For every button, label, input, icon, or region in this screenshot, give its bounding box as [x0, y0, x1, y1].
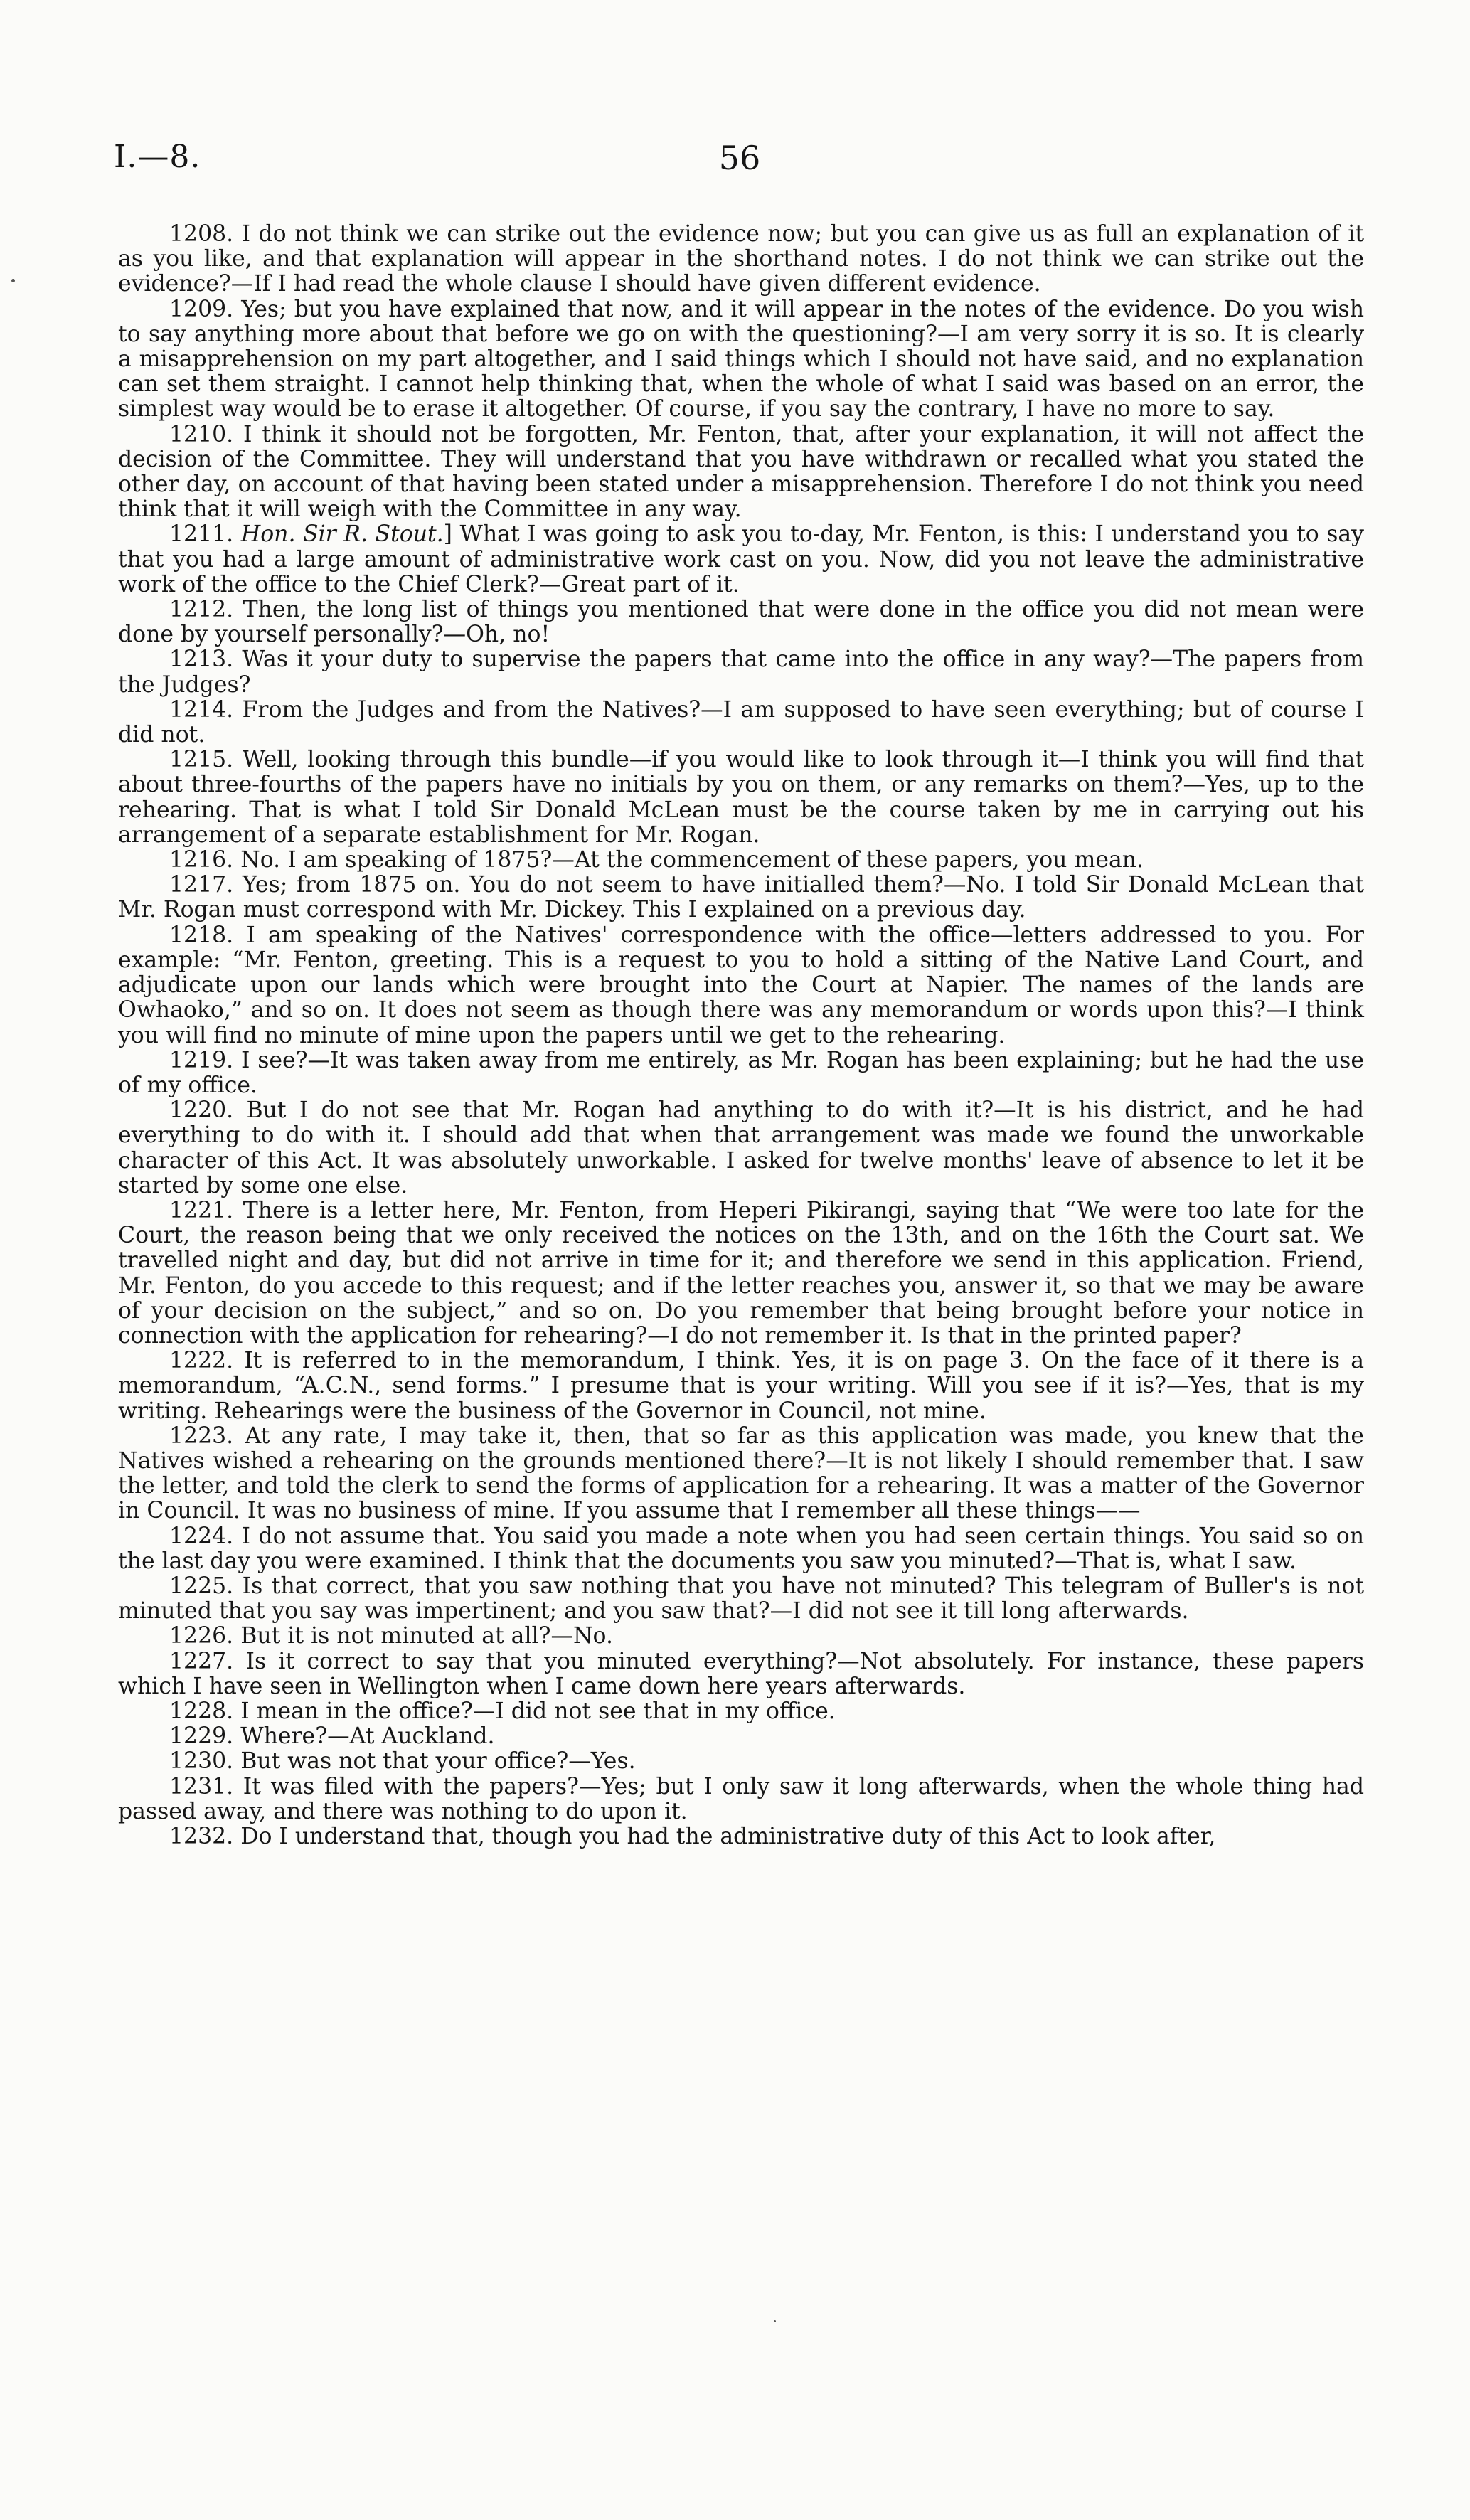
evidence-paragraph-1215: 1215. Well, looking through this bundle—if you would like to look through it—I think you will find that about three-fourths of the papers have no initials by you on them, or any remarks on them?—Yes, up to the rehearing. That is what I told Sir Donald McLean must be the course taken by me in carrying out his arrangement of a separate establishment for Mr. Rogan.: [118, 747, 1364, 848]
evidence-paragraph-1213: 1213. Was it your duty to supervise the papers that came into the office in any way?—The papers from the Judges?: [118, 647, 1364, 698]
evidence-paragraph-1217: 1217. Yes; from 1875 on. You do not seem to have initialled them?—No. I told Sir Donald McLean that Mr. Rogan must correspond with Mr. Dickey. This I explained on a previous day.: [118, 872, 1364, 923]
evidence-paragraph-1229: 1229. Where?—At Auckland.: [169, 1723, 495, 1750]
evidence-paragraph-1226: 1226. But it is not minuted at all?—No.: [169, 1623, 613, 1649]
parliamentary-paper-series: I.—8.: [114, 139, 201, 175]
evidence-paragraph-1222: 1222. It is referred to in the memorandum, I think. Yes, it is on page 3. On the face of it there is a memorandum, “A.C.N., send forms.” I presume that is your writing. Will you see if it is?—Yes, that is my writing. Rehearings were the business of the Governor in Council, not mine.: [118, 1348, 1364, 1424]
question-text: ] What I was going to ask you to-day, Mr. Fenton, is this: I understand you to say that you had a large amount of administrative work cast on you. Now, did you not leave the administrative work of the office to the Chief Clerk?—Great part of it.: [118, 521, 1364, 597]
evidence-body: [118, 222, 1364, 1849]
evidence-paragraph-1220: 1220. But I do not see that Mr. Rogan had anything to do with it?—It is his district, and he had everything to do with it. I should add that when that arrangement was made we found the unworkable character of this Act. It was absolutely unworkable. I asked for twelve months' leave of absence to let it be started by some one else.: [118, 1097, 1364, 1198]
evidence-paragraph-1210: 1210. I think it should not be forgotten, Mr. Fenton, that, after your explanation, it will not affect the decision of the Committee. They will understand that you have withdrawn or recalled what you stated the other day, on account of that having been stated under a misapprehension. Therefore I do not think you need think that it will weigh with the Committee in any way.: [118, 421, 1364, 523]
evidence-paragraph-1216: 1216. No. I am speaking of 1875?—At the commencement of these papers, you mean.: [169, 847, 1144, 873]
question-number: 1211.: [169, 521, 241, 548]
evidence-paragraph-1225: 1225. Is that correct, that you saw nothing that you have not minuted? This telegram of Buller's is not minuted that you say was impertinent; and you saw that?—I did not see it till long afterwards.: [118, 1573, 1364, 1625]
evidence-paragraph-1218: 1218. I am speaking of the Natives' correspondence with the office—letters addressed to you. For example: “Mr. Fenton, greeting. This is a request to you to hold a sitting of the Native Land Court, and adjudicate upon our lands which were brought into the Court at Napier. The names of the lands are Owhaoko,” and so on. It does not seem as though there was any memorandum or words upon this?—I think you will find no minute of mine upon the papers until we get to the rehearing.: [118, 922, 1364, 1048]
speaker-name: Hon. Sir R. Stout.: [240, 521, 444, 548]
evidence-paragraph-1231: 1231. It was filed with the papers?—Yes; but I only saw it long afterwards, when the whole thing had passed away, and there was nothing to do upon it.: [118, 1773, 1364, 1824]
evidence-paragraph-1209: 1209. Yes; but you have explained that now, and it will appear in the notes of the evidence. Do you wish to say anything more about that before we go on with the questioning?—I am very sorry it is so. It is clearly a misapprehension on my part altogether, and I said things which I should not have said, and no explanation can set them straight. I cannot help thinking that, when the whole of what I said was based on an error, the simplest way would be to erase it altogether. Of course, if you say the contrary, I have no more to say.: [118, 296, 1364, 422]
evidence-paragraph-1228: 1228. I mean in the office?—I did not see that in my office.: [169, 1698, 836, 1724]
margin-speck: [11, 279, 15, 282]
evidence-paragraph-1212: 1212. Then, the long list of things you mentioned that were done in the office you did not mean were done by yourself personally?—Oh, no!: [118, 597, 1364, 648]
page-header: [114, 139, 1365, 188]
evidence-paragraph-1219: 1219. I see?—It was taken away from me entirely, as Mr. Rogan has been explaining; but he had the use of my office.: [118, 1047, 1364, 1098]
evidence-paragraph-1232: 1232. Do I understand that, though you had the administrative duty of this Act to look after,: [169, 1824, 1216, 1849]
evidence-paragraph-1224: 1224. I do not assume that. You said you made a note when you had seen certain things. You said so on the last day you were examined. I think that the documents you saw you minuted?—That is, what I saw.: [118, 1523, 1364, 1574]
evidence-paragraph-1227: 1227. Is it correct to say that you minuted everything?—Not absolutely. For instance, these papers which I have seen in Wellington when I came down here years afterwards.: [118, 1648, 1364, 1699]
evidence-paragraph-1214: 1214. From the Judges and from the Natives?—I am supposed to have seen everything; but of course I did not.: [118, 696, 1364, 748]
page-number: 56: [718, 139, 761, 177]
margin-speck: [774, 2320, 776, 2322]
evidence-paragraph-1211: [118, 522, 1364, 597]
evidence-paragraph-1230: 1230. But was not that your office?—Yes.: [169, 1748, 636, 1775]
evidence-paragraph-1208: 1208. I do not think we can strike out the evidence now; but you can give us as full an explanation of it as you like, and that explanation will appear in the shorthand notes. I do not think we can strike out the evidence?—If I had read the whole clause I should have given different evidence.: [118, 221, 1364, 297]
evidence-paragraph-1221: 1221. There is a letter here, Mr. Fenton, from Heperi Pikirangi, saying that “We were too late for the Court, the reason being that we only received the notices on the 13th, and on the 16th the Court sat. We travelled night and day, but did not arrive in time for it; and therefore we send in this application. Friend, Mr. Fenton, do you accede to this request; and if the letter reaches you, answer it, so that we may be aware of your decision on the subject,” and so on. Do you remember that being brought before your notice in connection with the application for rehearing?—I do not remember it. Is that in the printed paper?: [118, 1197, 1364, 1349]
evidence-paragraph-1223: 1223. At any rate, I may take it, then, that so far as this application was made, you knew that the Natives wished a rehearing on the grounds mentioned there?—It is not likely I should remember that. I saw the letter, and told the clerk to send the forms of application for a rehearing. It was a matter of the Governor in Council. It was no business of mine. If you assume that I remember all these things——: [118, 1423, 1364, 1524]
